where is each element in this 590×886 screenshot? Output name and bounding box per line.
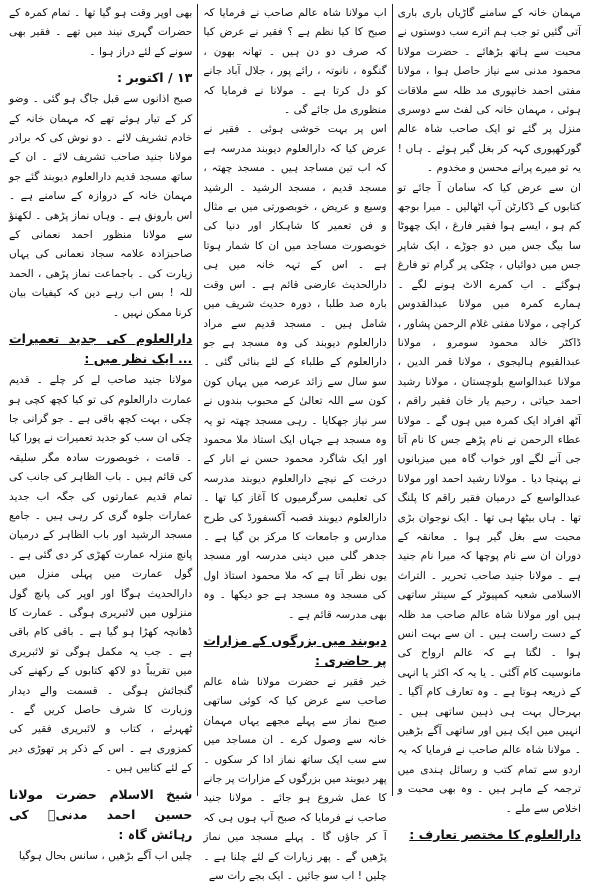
paragraph: ان سے عرض کیا کہ سامان آ جائے تو کتابوں کے ڈکارٹن آپ اٹھالیں ۔ میرا بوجھ کم ہو ، ایسے ہوا فقیر فارغ ، ایک چھوٹا سا بیگ جس میں دو جوڑے ، ایک شاپر جس میں دوائیاں ، چٹکی پر گرام تو فارغ ہوگئے ۔ اب کمرے الاٹ ہونے لگے ۔ ہمارے کمرہ میں مولانا عبدالقدوس کراچی ، مولانا مفتی غلام الرحمن پشاور ، ڈاکٹر خالد محمود سومرو ، مولانا عبدالقیوم ہالیجوی ، مولانا قمر الدین ، مولانا عبدالواسع بلوچستان ، مولانا رشید احمد حیاتی ، رحیم یار خان فقیر راقم ، آٹھ افراد ایک کمرہ میں ہوں گے ۔ مولانا عطاء الرحمن نے نام پڑھے جس کا نام آتا جی آنے لگے اور خواب گاہ میں میزبانوں نے پہنچا دیا ۔ مولانا رشید احمد اور مولانا عبدالواسع کے درمیان فقیر راقم کا پلنگ تھا ۔ ہاں بیٹھا ہی تھا ۔ ایک نوجوان بڑی محبت سے بغل گیر ہوا ۔ معانقہ کے دوران ان سے نام پوچھا کہ میرا نام جنید ہے ۔ مولانا جنید صاحب تحریر ۔ التراث الاسلامی شعبہ کمپیوٹر کے سینئر ساتھی ہیں اور مولانا شاہ عالم صاحب مد ظلہ کے دست راست ہیں ۔ ان سے بہت انس ہوا ۔ لگتا ہے کہ عالم ارواح کی مانوسیت کام آگئی ۔ یا یہ کہ اکثر یا انہی کے ذریعہ ہوتا ہے ۔ وہ تعارف کام آگیا ۔ بہرحال بہت ہی ذہین ساتھی ہیں ۔ انہیں میں ایک ہیں اور ساتھی آگے بڑھیں ۔ مولانا شاہ عالم صاحب نے فرمایا کہ یہ اردو سے تمام کتب و رسائل ہندی میں ترجمہ کے ماہر ہیں ۔ وہ بھی محبت و اخلاص سے ملے ۔ <box>397 181 581 815</box>
column-middle <box>198 4 392 883</box>
column-left <box>4 4 198 862</box>
paragraph: بھی اوپر وقت ہو گیا تھا ۔ تمام کمرہ کے حضرات گہری نیند میں تھے ۔ فقیر بھی سونے کے لئے دراز ہوا ۔ <box>9 7 193 58</box>
paragraph: خیر فقیر نے حضرت مولانا شاہ عالم صاحب سے عرض کیا کہ کوئی ساتھی صبح نماز سے پہلے مجھے یہاں مہمان خانہ سے وصول کرے ۔ ان مساجد میں سے سب ایک ساتھ نماز ادا کر سکوں ۔ پھر دیوبند میں بزرگوں کے مزارات پر جانے کا عمل شروع ہو جائے ۔ مولانا جنید صاحب نے فرمایا کہ صبح آپ ہوں ہی کہ آ کر جاؤں گا ۔ پہلے مسجد میں نماز پڑھیں گے ۔ پھر زیارات کے لئے چلنا ہے ۔ چلیں ! اب سو جائیں ۔ ایک بجے رات سے <box>203 676 387 883</box>
paragraph: چلیں اب آگے بڑھیں ، سانس بحال ہوگیا <box>18 849 193 862</box>
paragraph: مہمان خانہ کے سامنے گاڑیاں باری باری آتی گئیں تو جب ہم اترے سب دوستوں نے محبت سے ہاتھ بڑھائے ۔ حضرت مولانا محمود مدنی سے نیاز حاصل ہوا ، مولانا مفتی احمد خانپوری مد ظلہ سے ملاقات ہوئی ، مہمان خانہ کی لفٹ سے دوسری منزل پر گئے تو ایک صاحب شاہ عالم گورکھپوری کہہ کر بغل گیر ہوئے ۔ ہاں ! یہ تو میرے پرانے محسن و مخدوم ۔ <box>397 7 581 175</box>
paragraph: اس پر بہت خوشی ہوئی ۔ فقیر نے عرض کیا کہ دارالعلوم دیوبند مدرسہ ہے کہ اب تین مساجد ہیں ۔ مسجد چھتہ ، مسجد قدیم ، مسجد الرشید ۔ الرشید وسیع و عریض ، خوبصورتی میں بے مثال و فن تعمیر کا شاہکار اور دنیا کی خوبصورت مساجد میں ان کا شمار ہوتا ہے ۔ اس کے تہہ خانہ میں ہی دارالحدیث عارضی قائم ہے ۔ اس وقت بارہ صد طلبا ، دورہ حدیث شریف میں شامل ہیں ۔ مسجد قدیم سے مراد دارالعلوم دیوبند کی وہ مسجد ہے جو دارالعلوم کے طلباء کے لئے بنائی گئی ۔ سو سال سے زائد عرصہ میں یہاں کون کون سے اللہ تعالیٰ کے محبوب بندوں نے سر نیاز جھکایا ۔ رہی مسجد چھتہ تو یہ وہ مسجد ہے جہاں ایک استاذ ملا محمود اور ایک شاگرد محمود حسن نے انار کے درخت کے نیچے دارالعلوم دیوبند مدرسہ کی تعلیمی سرگرمیوں کا آغاز کیا تھا ۔ دارالعلوم دیوبند قصبہ آکسفورڈ کی طرح مدارس و جامعات کا مرکز بن گیا ہے ۔ جدھر گلی میں دینی مدرسہ اور مسجد یوں نظر آتا ہے کہ ملا محمود استاذ اول کی مسجد وہ مسجد ہے جو دیکھا ۔ وہ بھی مدرسہ قائم ہے ۔ <box>203 123 387 621</box>
column-right <box>393 4 586 843</box>
date-heading: ۱۳ / اکتوبر : <box>116 70 193 86</box>
section-heading: دارالعلوم کا مختصر تعارف : <box>409 827 581 843</box>
paragraph: صبح اذانوں سے قبل جاگ ہو گئی ۔ وضو کر کے تیار ہوئے تھے کہ مہمان خانہ کے خادم تشریف لائے ۔ دو نوش کی کہ برادر مولانا جنید صاحب تشریف لائے ۔ ان کے ساتھ مسجد قدیم دارالعلوم دیوبند گئے جو مہمان خانہ کے دروازہ کے سامنے ہے ۔ اس بارونق ہے ۔ وہاں نماز پڑھی ۔ لکھنؤ سے مولانا منظور احمد نعمانی کے صاحبزادہ علامہ سجاد نعمانی کی یہاں زیارت کی ۔ باجماعت نماز پڑھی ، الحمد للہ ! بس اب رہے دین کہ کیفیات بیان کرنا ممکن نہیں ۔ <box>9 93 193 319</box>
paragraph: مولانا جنید صاحب لے کر چلے ۔ قدیم عمارت دارالعلوم کی تو کیا کچھ کچی ہو چکی ، بہت کچھ باقی ہے ۔ جو گرانی جا چکی ان سب کو جدید تعمیرات نے پورا کیا ۔ قامت ، خوبصورت سادہ مگر سلیقہ کی قائم ہیں ۔ باب الظاہر کی جانب کی تمام قدیم عمارتوں کی جگہ اب جدید عمارات جلوہ گری کر رہی ہیں ۔ جامع مسجد الرشید اور باب الظاہر کے درمیان پانچ منزلہ عمارت کھڑی کر دی گئی ہے ۔ گول عمارت میں پہلی منزل میں دارالحدیث ہوگا اور اوپر کی پانچ گول منزلوں میں لائبریری ہوگی ۔ عمارت کا ڈھانچہ کھڑا ہو گیا ہے ۔ باقی کام باقی ہے ۔ جب یہ مکمل ہوگی تو لائبریری میں تقریباً دو لاکھ کتابوں کے رکھنے کی گنجائش ہوگی ۔ قسمت والے دیدار وزیارت کا شرف حاصل کریں گے ۔ ٹھہرئے ، کتاب و لائبریری فقیر کی کمزوری ہے ۔ اس کے ذکر پر تھوڑی دیر کے لئے کتابیں ہیں ۔ <box>9 374 193 775</box>
section-heading: شیخ الاسلام حضرت مولانا حسین احمد مدنیؒ کی رہائش گاہ : <box>9 786 193 842</box>
section-heading: دیوبند میں بزرگوں کے مزارات پر حاضری : <box>203 633 387 668</box>
section-heading: دارالعلوم کی جدید تعمیرات ... ایک نظر میں : <box>9 331 193 367</box>
paragraph: اب مولانا شاہ عالم صاحب نے فرمایا کہ صبح کا کیا نظم ہے ؟ فقیر نے عرض کیا کہ صرف دو دن ہیں ۔ تھانہ بھون ، گنگوہ ، نانوتہ ، رائے پور ، جلال آباد جانے کو دل کرتا ہے ۔ مولانا نے فرمایا کہ منظوری مل جائے گی ۔ <box>203 7 387 117</box>
